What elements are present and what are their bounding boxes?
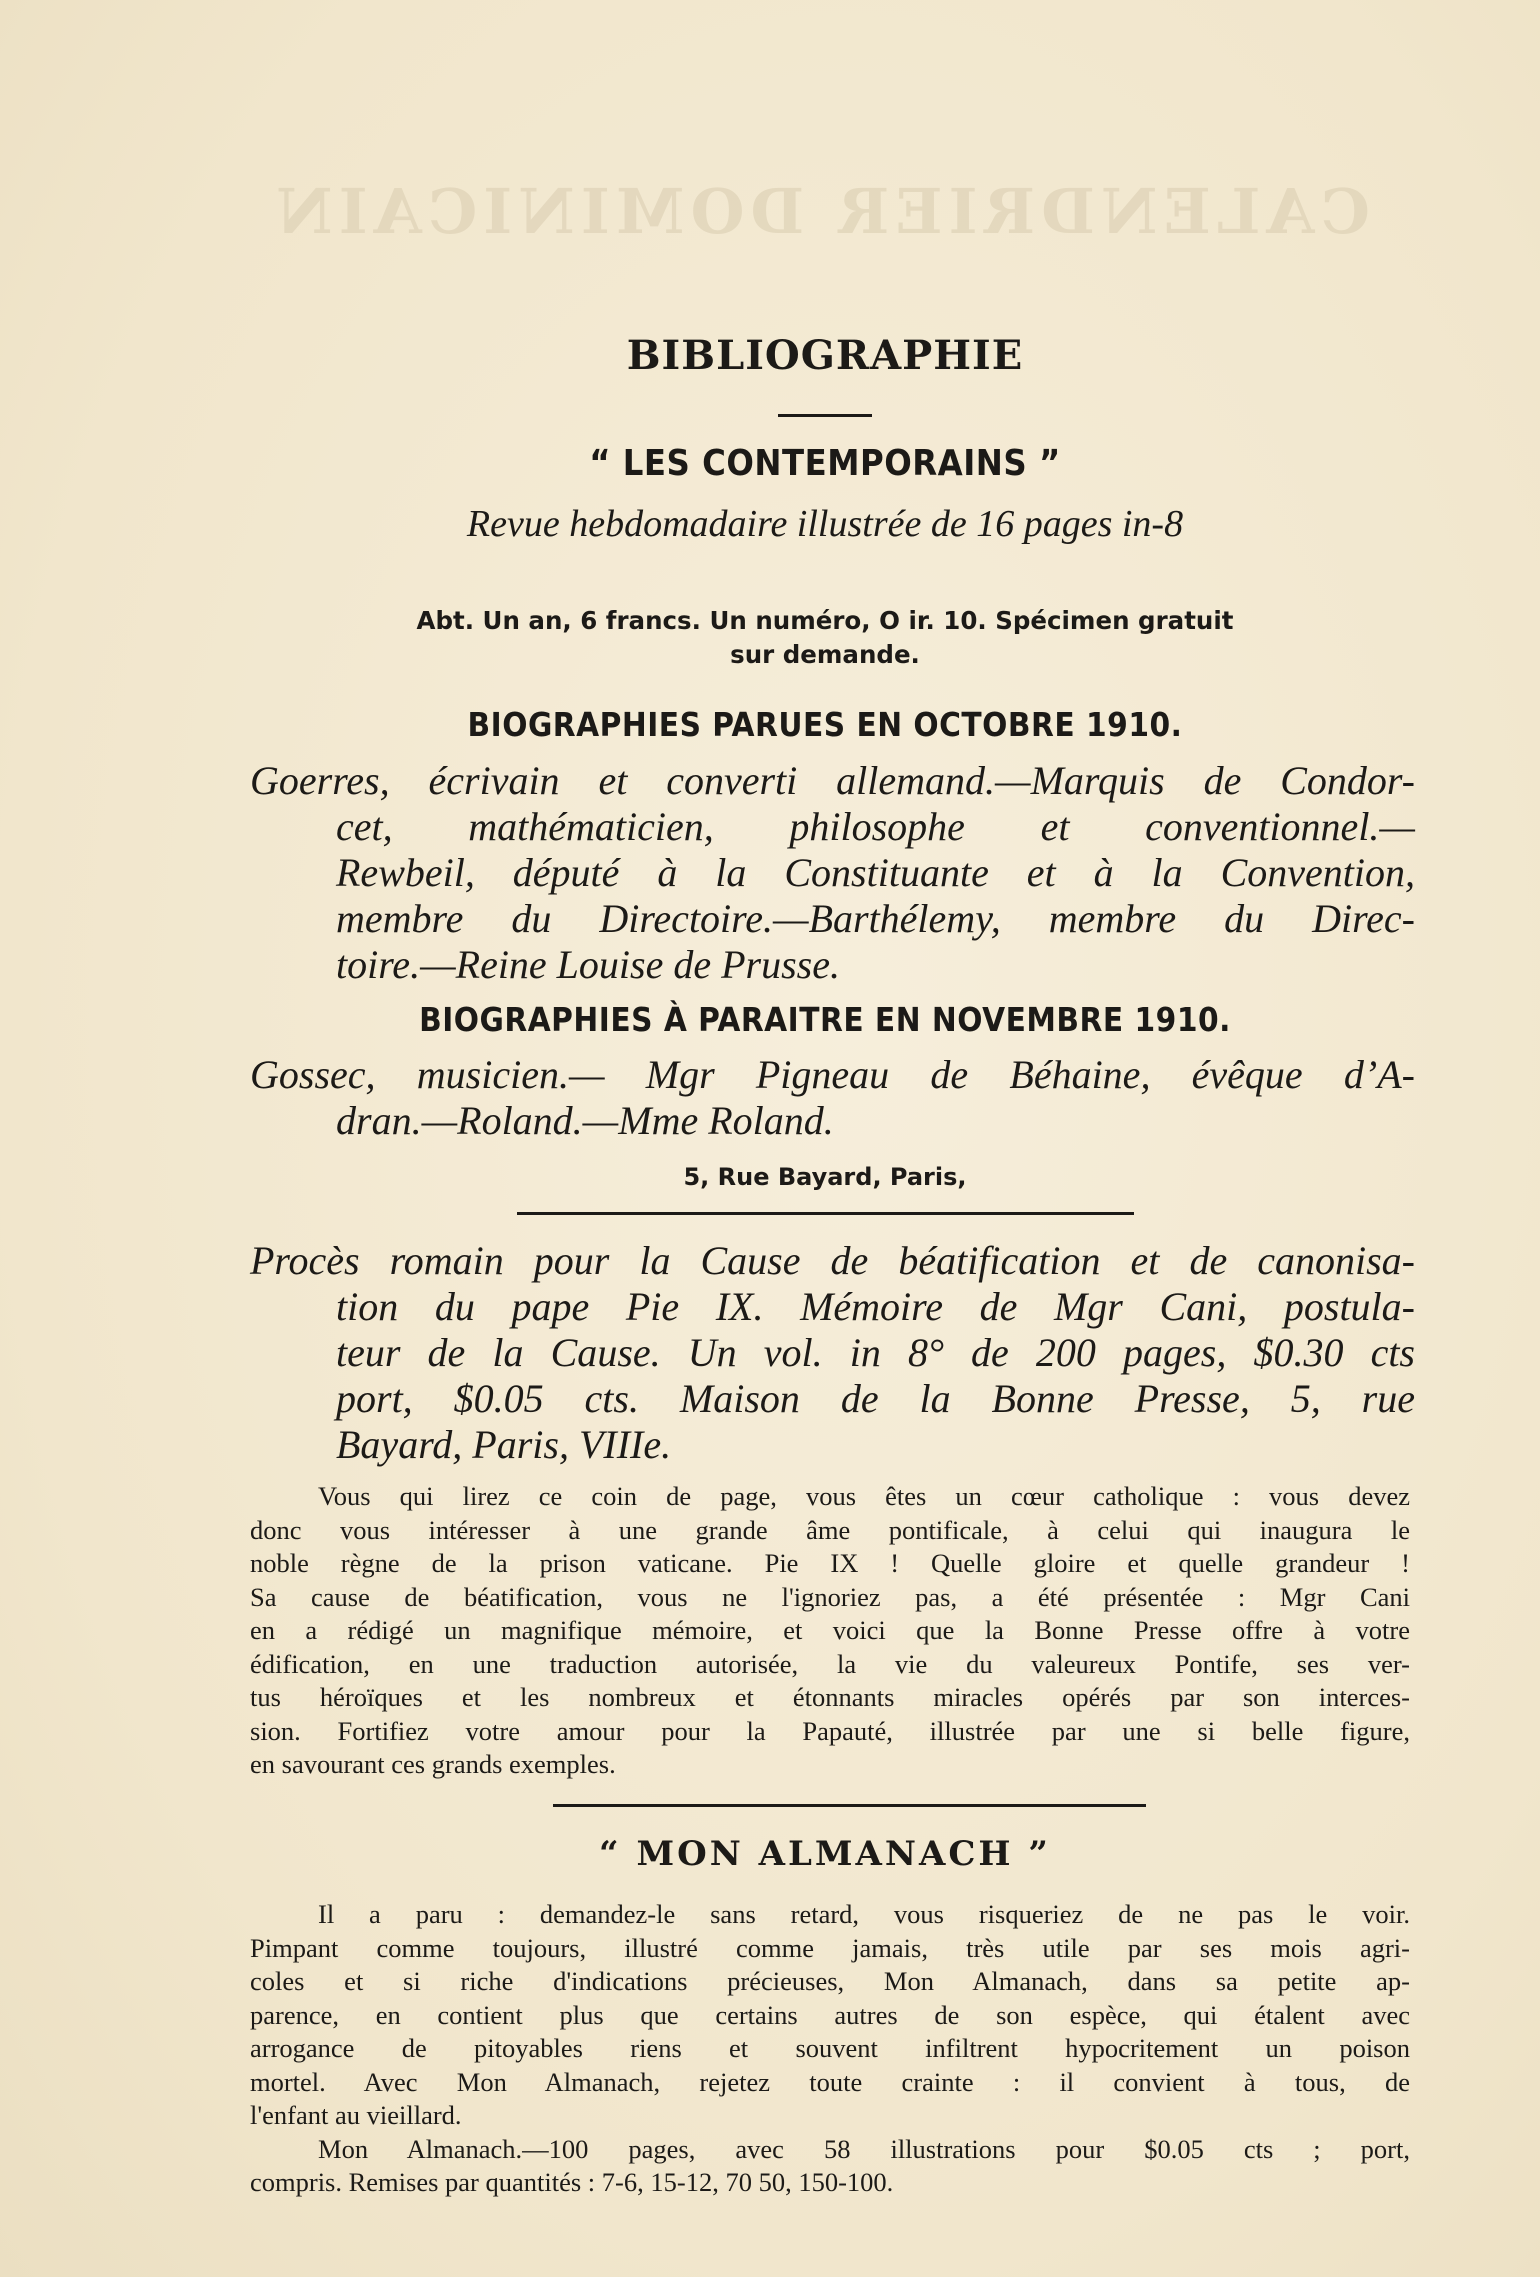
proces-title xyxy=(250,1238,1415,1468)
abonnement-line-2: sur demande. xyxy=(730,640,920,669)
almanach-body-line: l'enfant au vieillard. xyxy=(250,2100,462,2130)
parues-line: toire.—Reine Louise de Prusse. xyxy=(336,942,841,987)
paraitre-line: Gossec, musicien.— Mgr Pigneau de Béhaine, évêque d’A- xyxy=(250,1052,1415,1097)
almanach-body-line: parence, en contient plus que certains autres de son espèce, qui étalent avec xyxy=(250,1999,1410,2030)
proces-body-line: Sa cause de béatification, vous ne l'ignoriez pas, a été présentée : Mgr Cani xyxy=(250,1581,1410,1612)
almanach-body-line: Pimpant comme toujours, illustré comme jamais, très utile par ses mois agri- xyxy=(250,1932,1410,1963)
almanach-body-line: mortel. Avec Mon Almanach, rejetez toute crainte : il convient à tous, de xyxy=(250,2066,1410,2097)
proces-body-line: donc vous intéresser à une grande âme pontificale, à celui qui inaugura le xyxy=(250,1514,1410,1545)
proces-body-line: en a rédigé un magnifique mémoire, et voici que la Bonne Presse offre à votre xyxy=(250,1615,1410,1645)
parues-line: cet, mathématicien, philosophe et conventionnel.— xyxy=(336,804,1415,849)
parues-line: membre du Directoire.—Barthélemy, membre du Direc- xyxy=(336,896,1415,941)
proces-body-line: Vous qui lirez ce coin de page, vous êtes un cœur catholique : vous devez xyxy=(318,1481,1410,1511)
section-divider-1 xyxy=(517,1212,1134,1215)
publisher-address: 5, Rue Bayard, Paris, xyxy=(683,1163,967,1191)
almanach-body-line: compris. Remises par quantités : 7-6, 15-12, 70 50, 150-100. xyxy=(250,2167,894,2197)
parues-list xyxy=(250,758,1415,988)
proces-body-line: édification, en une traduction autorisée, la vie du valeureux Pontife, ses ver- xyxy=(250,1648,1410,1679)
almanach-body-line: Il a paru : demandez-le sans retard, vous risqueriez de ne pas le voir. xyxy=(318,1899,1410,1929)
proces-title-line: Procès romain pour la Cause de béatification et de canonisa- xyxy=(250,1238,1415,1283)
paraitre-heading: BIOGRAPHIES À PARAITRE EN NOVEMBRE 1910. xyxy=(419,1000,1231,1039)
revue-title: “ LES CONTEMPORAINS ” xyxy=(589,443,1061,484)
almanach-body-line: arrogance de pitoyables riens et souvent infiltrent hypocritement un poison xyxy=(250,2033,1410,2063)
proces-title-line: Bayard, Paris, VIIIe. xyxy=(336,1422,672,1467)
proces-title-line: tion du pape Pie IX. Mémoire de Mgr Cani, postula- xyxy=(336,1284,1415,1329)
proces-title-line: teur de la Cause. Un vol. in 8° de 200 pages, $0.30 cts xyxy=(336,1330,1415,1375)
revue-subtitle: Revue hebdomadaire illustrée de 16 pages in-8 xyxy=(466,503,1184,545)
proces-title-line: port, $0.05 cts. Maison de la Bonne Presse, 5, rue xyxy=(336,1376,1415,1421)
almanach-title: “ MON ALMANACH ” xyxy=(599,1834,1051,1874)
proces-body-line: sion. Fortifiez votre amour pour la Papauté, illustrée par une si belle figure, xyxy=(250,1715,1410,1746)
proces-body-line: noble règne de la prison vaticane. Pie IX ! Quelle gloire et quelle grandeur ! xyxy=(250,1548,1410,1578)
abonnement-line-1: Abt. Un an, 6 francs. Un numéro, O ir. 10. Spécimen gratuit xyxy=(416,606,1234,635)
parues-line: Goerres, écrivain et converti allemand.—Marquis de Condor- xyxy=(250,758,1415,803)
page-title: BIBLIOGRAPHIE xyxy=(626,332,1024,379)
almanach-body xyxy=(250,1898,1410,2200)
almanach-body-line: Mon Almanach.—100 pages, avec 58 illustrations pour $0.05 cts ; port, xyxy=(318,2133,1410,2164)
proces-body-line: en savourant ces grands exemples. xyxy=(250,1749,616,1779)
paraitre-line: dran.—Roland.—Mme Roland. xyxy=(336,1098,834,1143)
almanach-body-line: coles et si riche d'indications précieuses, Mon Almanach, dans sa petite ap- xyxy=(250,1966,1410,1996)
section-divider-2 xyxy=(553,1804,1146,1807)
paraitre-list xyxy=(250,1052,1415,1144)
bleed-through-text: CALENDRIER DOMINICAIN xyxy=(270,175,1370,248)
title-divider xyxy=(778,414,872,417)
parues-line: Rewbeil, député à la Constituante et à la Convention, xyxy=(336,850,1415,895)
proces-body-line: tus héroïques et les nombreux et étonnants miracles opérés par son interces- xyxy=(250,1682,1410,1712)
proces-body xyxy=(250,1480,1410,1782)
parues-heading: BIOGRAPHIES PARUES EN OCTOBRE 1910. xyxy=(467,705,1183,744)
